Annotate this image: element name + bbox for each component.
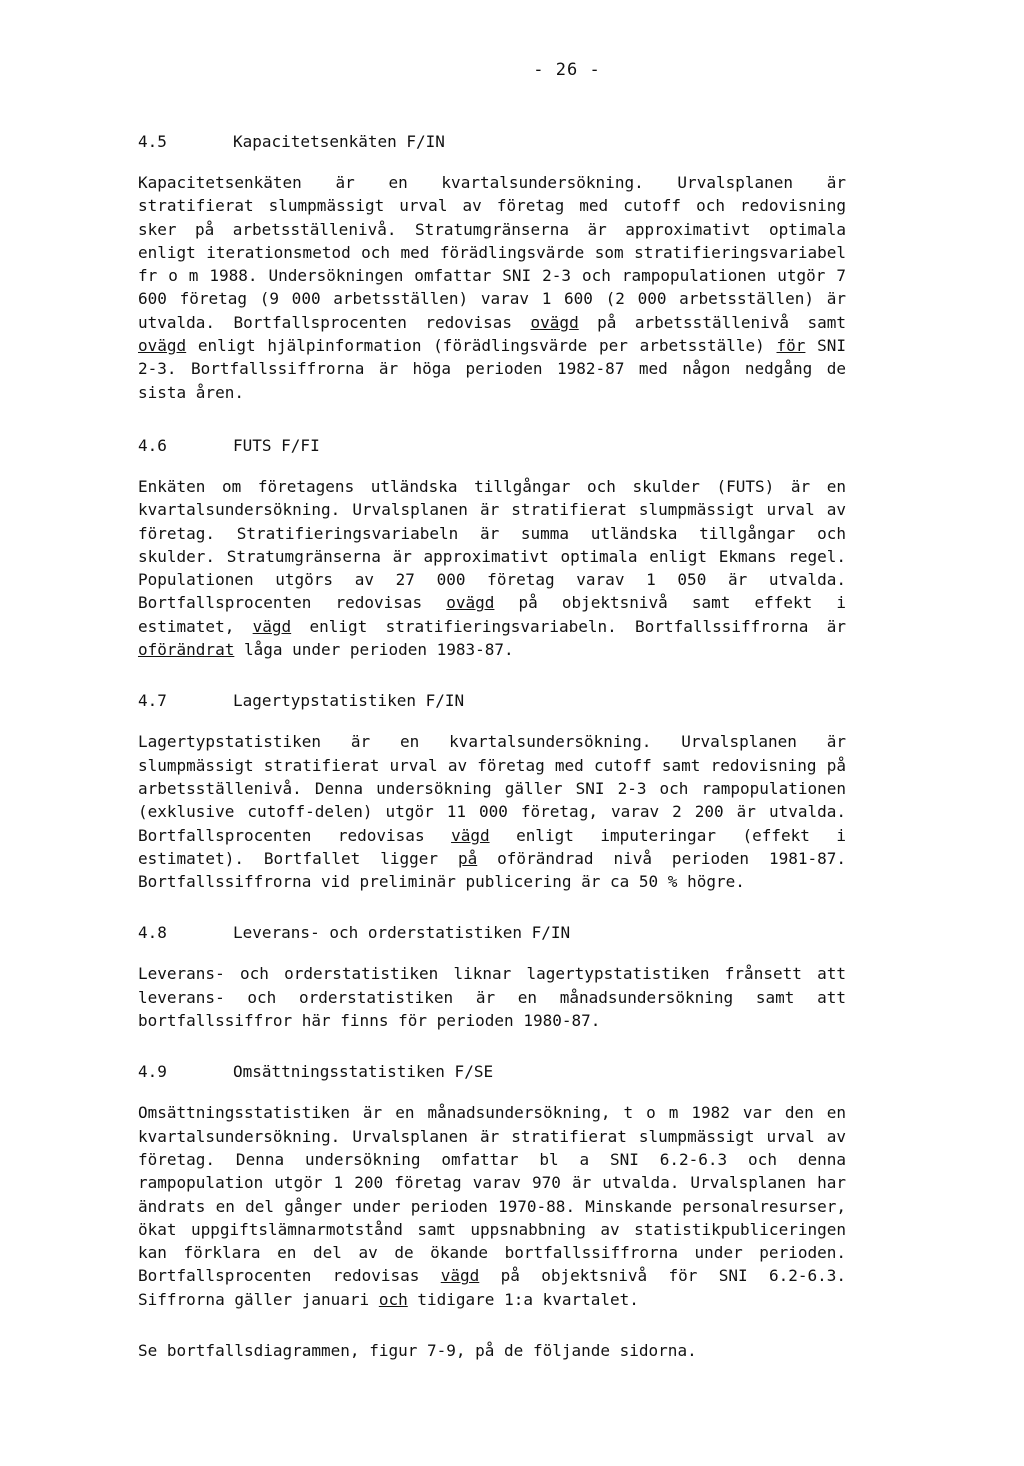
paragraph-text: tidigare 1:a kvartalet. bbox=[407, 1289, 639, 1309]
underlined-term: på bbox=[457, 848, 478, 868]
underlined-term: vägd bbox=[440, 1266, 480, 1286]
underlined-term: och bbox=[378, 1289, 408, 1309]
paragraph-text: på arbetsställenivå samt bbox=[578, 312, 846, 332]
section-paragraph-4-7 bbox=[138, 730, 846, 893]
underlined-term: ovägd bbox=[446, 593, 495, 613]
closing-note: Se bortfallsdiagrammen, figur 7-9, på de följande sidorna. bbox=[138, 1340, 697, 1360]
section-number: 4.7 bbox=[138, 691, 167, 711]
underlined-term: ovägd bbox=[138, 336, 187, 356]
section-title: Lagertypstatistiken F/IN bbox=[233, 691, 465, 711]
section-title: Omsättningsstatistiken F/SE bbox=[233, 1062, 494, 1082]
underlined-term: oförändrat bbox=[138, 640, 235, 660]
paragraph-text: enligt stratifieringsvariabeln. Bortfallssiffrorna är bbox=[291, 616, 847, 636]
paragraph-text: Leverans- och orderstatistiken liknar lagertypstatistiken frånsett att leverans- och orderstatistiken är en månadsundersökning samt att bortfallssiffror här finns för perioden 1980-87. bbox=[138, 964, 846, 1031]
document-page bbox=[138, 60, 846, 1362]
section-title: FUTS F/FI bbox=[233, 435, 320, 455]
underlined-term: vägd bbox=[451, 825, 490, 845]
underlined-term: vägd bbox=[252, 616, 292, 636]
section-heading-4-7 bbox=[138, 689, 846, 712]
section-title: Leverans- och orderstatistiken F/IN bbox=[233, 923, 571, 943]
section-number: 4.6 bbox=[138, 435, 167, 455]
paragraph-text: på objektsnivå samt effekt i estimatet, bbox=[138, 593, 846, 636]
section-paragraph-4-5 bbox=[138, 171, 846, 404]
section-paragraph-4-6 bbox=[138, 475, 846, 661]
section-paragraph-4-8 bbox=[138, 962, 846, 1032]
section-paragraph-4-9 bbox=[138, 1101, 846, 1311]
paragraph-text: låga under perioden 1983-87. bbox=[234, 640, 514, 660]
underlined-term: ovägd bbox=[530, 312, 579, 332]
paragraph-text: SNI 2-3. Bortfallssiffrorna är höga perioden 1982-87 med någon nedgång de sista åren. bbox=[138, 336, 847, 402]
section-number: 4.9 bbox=[138, 1062, 167, 1082]
section-number: 4.8 bbox=[138, 923, 167, 943]
paragraph-text: Lagertypstatistiken är en kvartalsundersökning. Urvalsplanen är slumpmässigt stratifierat urval av företag med cutoff samt redovisning på arbetsställenivå. Denna undersökning gäller SNI 2-3 och rampopulationen (exklusive cutoff-delen) utgör 11 000 företag, varav 2 200 är utvalda. Bortfallsprocenten redovisas bbox=[138, 732, 846, 845]
paragraph-text: oförändrad nivå perioden 1981-87. Bortfallssiffrorna vid preliminär publicering är ca 50 % högre. bbox=[138, 848, 847, 892]
paragraph-text: Kapacitetsenkäten är en kvartalsundersökning. Urvalsplanen är stratifierat slumpmässigt urval av företag med cutoff och redovisning sker på arbetsställenivå. Stratumgränserna är approximativt optimala enligt iterationsmetod och med förädlingsvärde som stratifieringsvariabel fr o m 1988. Undersökningen omfattar SNI 2-3 och rampopulationen utgör 7 600 företag (9 000 arbetsställen) varav 1 600 (2 000 arbetsställen) är utvalda. Bortfallsprocenten redovisas bbox=[138, 173, 846, 332]
page-number: - 26 - bbox=[533, 60, 601, 80]
underlined-term: för bbox=[776, 336, 806, 356]
section-heading-4-9 bbox=[138, 1060, 846, 1083]
section-heading-4-8 bbox=[138, 921, 846, 944]
paragraph-text: enligt imputeringar (effekt i estimatet). Bortfallet ligger bbox=[138, 825, 846, 868]
paragraph-text: på objektsnivå för SNI 6.2-6.3. Siffrorna gäller januari bbox=[138, 1266, 847, 1309]
paragraph-text: Omsättningsstatistiken är en månadsundersökning, t o m 1982 var den en kvartalsundersökning. Urvalsplanen är stratifierat slumpmässigt urval av företag. Denna undersökning omfattar bl a SNI 6.2-6.3 och denna rampopulation utgör 1 200 företag varav 970 är utvalda. Urvalsplanen har ändrats en del gånger under perioden 1970-88. Minskande personalresurser, ökat uppgiftslämnarmotstånd samt uppsnabbning av statistikpubliceringen kan förklara en del av de ökande bortfallssiffrorna under perioden. Bortfallsprocenten redovisas bbox=[138, 1103, 846, 1286]
section-title: Kapacitetsenkäten F/IN bbox=[233, 132, 445, 151]
section-number: 4.5 bbox=[138, 132, 167, 151]
paragraph-text: Enkäten om företagens utländska tillgångar och skulder (FUTS) är en kvartalsundersökning. Urvalsplanen är stratifierat slumpmässigt urval av företag. Stratifieringsvariabeln är summa utländska tillgångar och skulder. Stratumgränserna är approximativt optimala enligt Ekmans regel. Populationen utgörs av 27 000 företag varav 1 050 är utvalda. Bortfallsprocenten redovisas bbox=[138, 476, 846, 613]
section-heading-4-6 bbox=[138, 434, 846, 457]
section-heading-4-5 bbox=[138, 130, 846, 153]
paragraph-text: enligt hjälpinformation (förädlingsvärde per arbetsställe) bbox=[186, 336, 777, 356]
